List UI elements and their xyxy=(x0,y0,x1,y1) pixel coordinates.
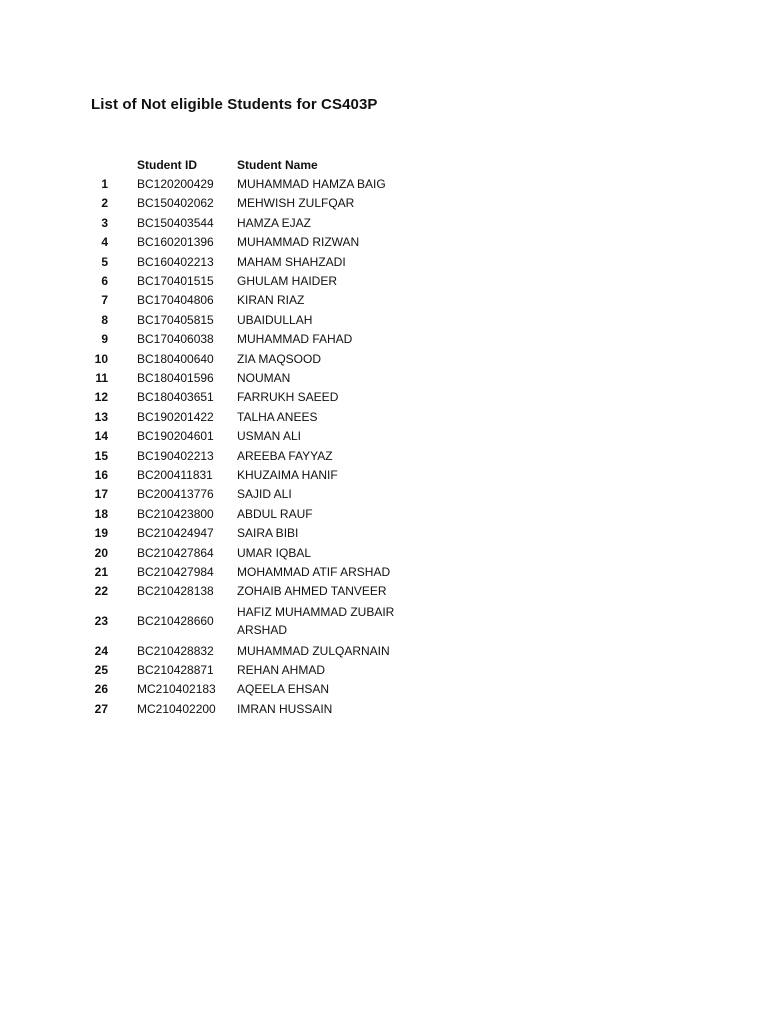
student-name: FARRUKH SAEED xyxy=(237,390,339,405)
student-name: NOUMAN xyxy=(237,370,291,385)
table-row xyxy=(90,504,417,523)
student-name: KIRAN RIAZ xyxy=(237,293,305,308)
row-number: 8 xyxy=(101,312,108,327)
student-name: MAHAM SHAHZADI xyxy=(237,254,346,269)
row-number: 10 xyxy=(94,351,108,366)
student-id: BC150402062 xyxy=(137,196,214,211)
table-row xyxy=(90,562,417,581)
student-id: MC210402200 xyxy=(137,701,216,716)
table-row xyxy=(90,388,417,407)
row-number: 2 xyxy=(101,196,108,211)
table-row xyxy=(90,641,417,660)
student-id: BC120200429 xyxy=(137,177,214,192)
student-name: SAJID ALI xyxy=(237,487,292,502)
student-name: MUHAMMAD RIZWAN xyxy=(237,235,360,250)
student-name: MEHWISH ZULFQAR xyxy=(237,196,355,211)
row-number: 21 xyxy=(94,564,108,579)
student-id: BC210427864 xyxy=(137,545,214,560)
row-number: 6 xyxy=(101,274,108,289)
table-row xyxy=(90,465,417,484)
student-id: BC210428660 xyxy=(137,613,214,628)
student-id: BC190201422 xyxy=(137,409,214,424)
table-row xyxy=(90,543,417,562)
row-number: 25 xyxy=(94,663,108,678)
student-id: BC210424947 xyxy=(137,526,214,541)
table-row xyxy=(90,252,417,271)
student-id: BC150403544 xyxy=(137,215,214,230)
student-id: BC200413776 xyxy=(137,487,214,502)
row-number: 17 xyxy=(94,487,108,502)
header-student-name: Student Name xyxy=(237,157,318,172)
row-number: 27 xyxy=(94,701,108,716)
student-id: BC210428832 xyxy=(137,643,214,658)
student-name: SAIRA BIBI xyxy=(237,526,299,541)
table-row xyxy=(90,349,417,368)
student-id: BC210428138 xyxy=(137,584,214,599)
student-name: TALHA ANEES xyxy=(237,409,318,424)
student-id: BC210423800 xyxy=(137,506,214,521)
row-number: 26 xyxy=(94,682,108,697)
table-row xyxy=(90,174,417,193)
table-row xyxy=(90,213,417,232)
student-id: BC170404806 xyxy=(137,293,214,308)
table-header-row xyxy=(90,155,417,174)
table-row xyxy=(90,446,417,465)
student-name: MUHAMMAD HAMZA BAIG xyxy=(237,177,386,192)
row-number: 12 xyxy=(94,390,108,405)
student-id: BC180403651 xyxy=(137,390,214,405)
student-name: ZIA MAQSOOD xyxy=(237,351,322,366)
table-row xyxy=(90,485,417,504)
row-number: 9 xyxy=(101,332,108,347)
student-id: BC210428871 xyxy=(137,663,214,678)
table-row xyxy=(90,310,417,329)
header-student-id: Student ID xyxy=(137,157,197,172)
table-row xyxy=(90,699,417,718)
row-number: 13 xyxy=(94,409,108,424)
table-row xyxy=(90,407,417,426)
row-number: 19 xyxy=(94,526,108,541)
student-id: BC170401515 xyxy=(137,274,214,289)
student-name: UBAIDULLAH xyxy=(237,312,313,327)
student-id: BC180401596 xyxy=(137,370,214,385)
student-name: HAMZA EJAZ xyxy=(237,215,312,230)
document-title: List of Not eligible Students for CS403P xyxy=(91,96,378,113)
row-number: 4 xyxy=(101,235,108,250)
student-name: KHUZAIMA HANIF xyxy=(237,467,338,482)
table-row xyxy=(90,368,417,387)
student-name: AQEELA EHSAN xyxy=(237,682,330,697)
table-row xyxy=(90,271,417,290)
table-row xyxy=(90,660,417,679)
row-number: 22 xyxy=(94,584,108,599)
table-row xyxy=(90,330,417,349)
table-row xyxy=(90,194,417,213)
student-id: MC210402183 xyxy=(137,682,216,697)
row-number: 20 xyxy=(94,545,108,560)
header-number xyxy=(90,155,137,174)
students-table xyxy=(90,155,417,719)
row-number: 3 xyxy=(101,215,108,230)
student-id: BC210427984 xyxy=(137,564,214,579)
table-row xyxy=(90,582,417,601)
row-number: 7 xyxy=(101,293,108,308)
table-row xyxy=(90,291,417,310)
table-row xyxy=(90,523,417,542)
row-number: 5 xyxy=(101,254,108,269)
table-row xyxy=(90,680,417,699)
table-row xyxy=(90,601,417,641)
student-id: BC190402213 xyxy=(137,448,214,463)
table-row xyxy=(90,233,417,252)
student-id: BC160201396 xyxy=(137,235,214,250)
student-name: REHAN AHMAD xyxy=(237,663,326,678)
row-number: 15 xyxy=(94,448,108,463)
student-name: IMRAN HUSSAIN xyxy=(237,701,333,716)
student-id: BC170406038 xyxy=(137,332,214,347)
table-row xyxy=(90,426,417,445)
student-id: BC160402213 xyxy=(137,254,214,269)
student-name: USMAN ALI xyxy=(237,429,302,444)
student-name: MUHAMMAD ZULQARNAIN xyxy=(237,643,390,658)
row-number: 24 xyxy=(94,643,108,658)
row-number: 23 xyxy=(94,613,108,628)
student-id: BC190204601 xyxy=(137,429,214,444)
student-name: MOHAMMAD ATIF ARSHAD xyxy=(237,564,391,579)
student-name: GHULAM HAIDER xyxy=(237,274,338,289)
row-number: 14 xyxy=(94,429,108,444)
student-name: MUHAMMAD FAHAD xyxy=(237,332,353,347)
student-name: ABDUL RAUF xyxy=(237,506,313,521)
student-id: BC200411831 xyxy=(137,467,213,482)
student-id: BC180400640 xyxy=(137,351,214,366)
student-name: HAFIZ MUHAMMAD ZUBAIR ARSHAD xyxy=(237,604,395,637)
student-name: AREEBA FAYYAZ xyxy=(237,448,333,463)
student-name: ZOHAIB AHMED TANVEER xyxy=(237,584,387,599)
student-id: BC170405815 xyxy=(137,312,214,327)
row-number: 11 xyxy=(95,370,108,385)
row-number: 1 xyxy=(101,177,108,192)
row-number: 18 xyxy=(94,506,108,521)
row-number: 16 xyxy=(94,467,108,482)
student-name: UMAR IQBAL xyxy=(237,545,312,560)
